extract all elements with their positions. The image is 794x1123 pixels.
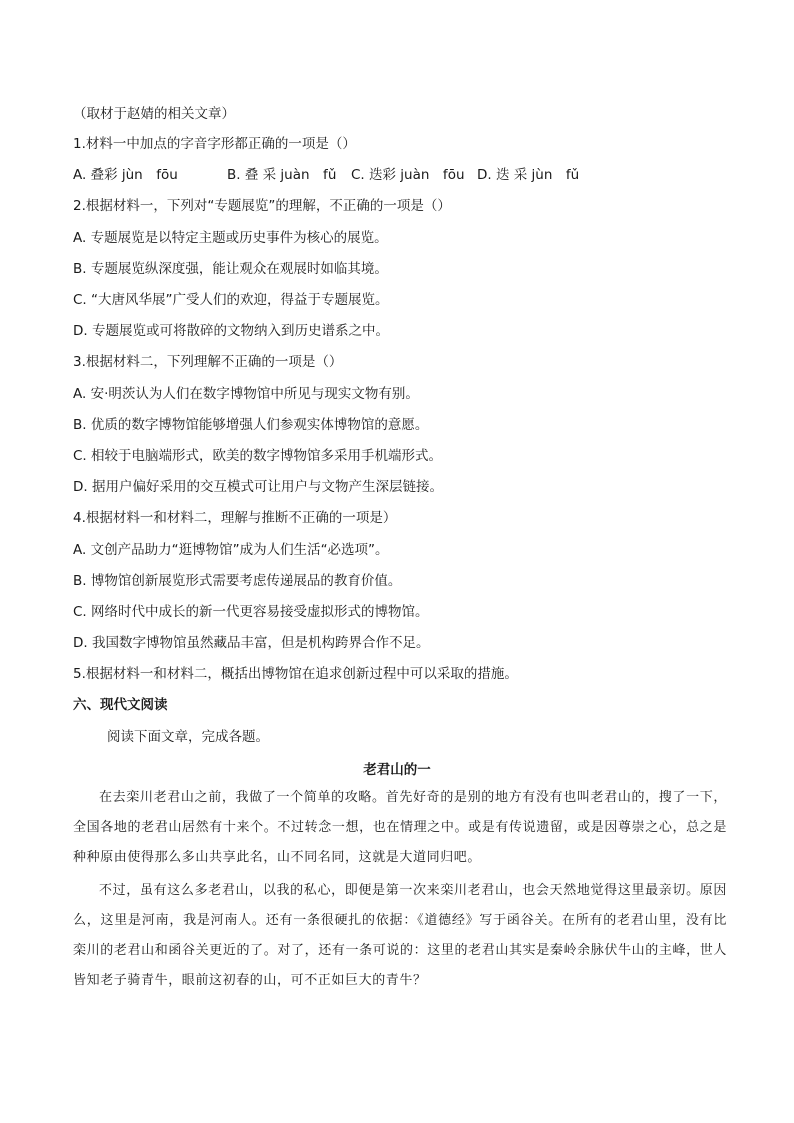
question-5-stem: 5.根据材料一和材料二，概括出博物馆在追求创新过程中可以采取的措施。 <box>73 666 518 682</box>
source-note: （取材于赵婧的相关文章） <box>73 106 235 122</box>
question-3-option-a: A. 安·明茨认为人们在数字博物馆中所见与现实文物有别。 <box>73 386 419 402</box>
question-2-option-d: D. 专题展览或可将散碎的文物纳入到历史谱系之中。 <box>73 323 389 339</box>
question-4-option-c: C. 网络时代中成长的新一代更容易接受虚拟形式的博物馆。 <box>73 604 429 620</box>
question-4-option-d: D. 我国数字博物馆虽然藏品丰富，但是机构跨界合作不足。 <box>73 635 430 651</box>
question-4-option-a: A. 文创产品助力“逛博物馆”成为人们生活“必选项”。 <box>73 542 389 558</box>
article-title: 老君山的一 <box>363 762 431 778</box>
question-3-option-b: B. 优质的数字博物馆能够增强人们参观实体博物馆的意愿。 <box>73 417 429 433</box>
question-1-option-a: A. 叠彩 jùn fōu <box>73 167 178 183</box>
question-1-option-d: D. 迭 采 jùn fǔ <box>477 167 580 183</box>
question-3-option-d: D. 据用户偏好采用的交互模式可让用户与文物产生深层链接。 <box>73 479 443 495</box>
question-2-stem: 2.根据材料一，下列对“专题展览”的理解，不正确的一项是（） <box>73 198 451 214</box>
section-instruction: 阅读下面文章，完成各题。 <box>107 729 269 745</box>
question-3-stem: 3.根据材料二，下列理解不正确的一项是（） <box>73 354 343 370</box>
question-4-stem: 4.根据材料一和材料二，理解与推断不正确的一项是） <box>73 510 397 526</box>
question-2-option-b: B. 专题展览纵深度强，能让观众在观展时如临其境。 <box>73 261 388 277</box>
question-2-option-a: A. 专题展览是以特定主题或历史事件为核心的展览。 <box>73 230 388 246</box>
article-paragraph-2: 不过，虽有这么多老君山，以我的私心，即便是第一次来栾川老君山，也会天然地觉得这里最亲切。原因么，这里是河南，我是河南人。还有一条很硬扎的依据：《道德经》写于函谷关。在所有的老君山里，没有比栾川的老君山和函谷关更近的了。对了，还有一条可说的：这里的老君山其实是秦岭余脉伏牛山的主峰，世人皆知老子骑青牛，眼前这初春的山，可不正如巨大的青牛？ <box>73 883 727 988</box>
question-1-stem: 1.材料一中加点的字音字形都正确的一项是（） <box>73 136 356 152</box>
question-1-options <box>73 165 754 185</box>
question-1-option-b: B. 叠 采 juàn fǔ <box>227 167 337 183</box>
article-paragraph-1: 在去栾川老君山之前，我做了一个简单的攻略。首先好奇的是别的地方有没有也叫老君山的，搜了一下，全国各地的老君山居然有十来个。不过转念一想，也在情理之中。或是有传说遗留，或是因尊崇之心，总之是种种原由使得那么多山共享此名，山不同名同，这就是大道同归吧。 <box>73 790 727 865</box>
question-2-option-c: C. “大唐风华展”广受人们的欢迎，得益于专题展览。 <box>73 292 389 308</box>
question-1-option-c: C. 迭彩 juàn fōu <box>351 167 465 183</box>
section-title: 六、现代文阅读 <box>73 697 168 713</box>
question-3-option-c: C. 相较于电脑端形式，欧美的数字博物馆多采用手机端形式。 <box>73 448 443 464</box>
question-4-option-b: B. 博物馆创新展览形式需要考虑传递展品的教育价值。 <box>73 573 402 589</box>
